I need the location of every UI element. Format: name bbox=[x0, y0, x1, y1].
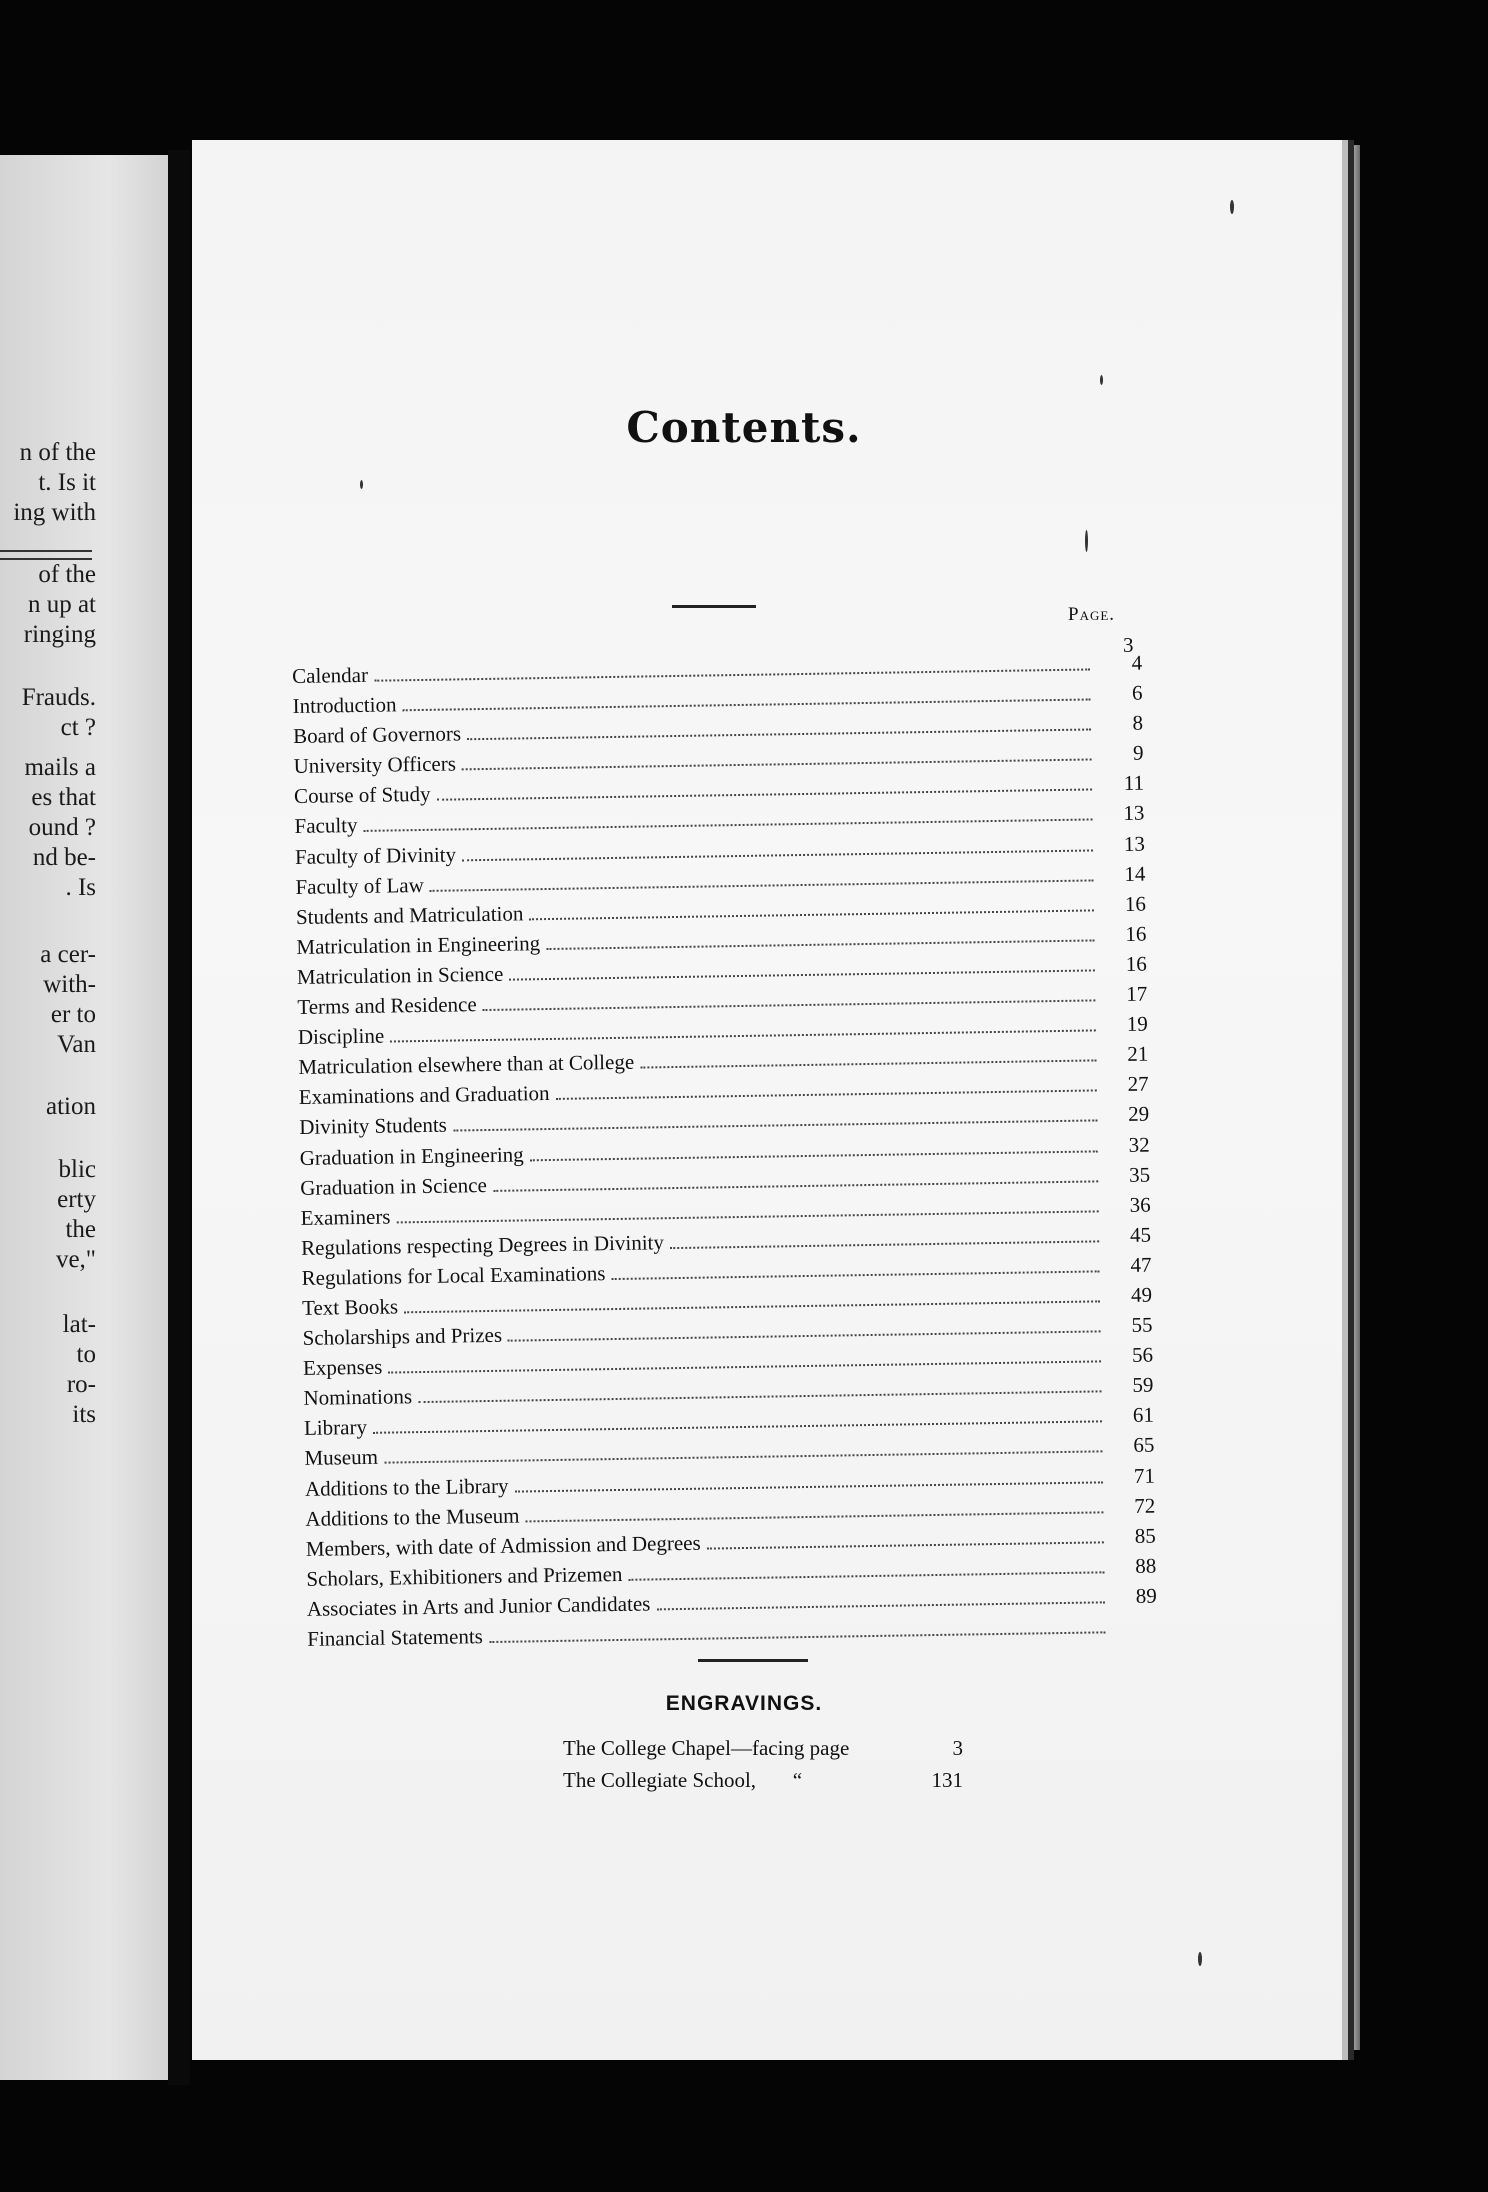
leader-dots bbox=[530, 1150, 1098, 1161]
leader-dots bbox=[437, 789, 1092, 801]
toc-entry-page: 89 bbox=[1135, 1583, 1157, 1608]
left-page-fragment: ringing bbox=[23, 621, 96, 648]
toc-entry-page: 16 bbox=[1125, 921, 1147, 946]
left-page-fragment: ct ? bbox=[60, 714, 96, 741]
leader-dots bbox=[467, 729, 1091, 741]
toc-entry-page: 13 bbox=[1123, 801, 1145, 826]
left-page-fragment: n of the bbox=[19, 439, 96, 466]
leader-dots bbox=[418, 1391, 1101, 1404]
toc-entry-label: Financial Statements bbox=[307, 1624, 484, 1651]
toc-entry-page: 32 bbox=[1128, 1132, 1150, 1157]
left-page-fragment: the bbox=[65, 1216, 96, 1243]
leader-dots bbox=[453, 1120, 1097, 1132]
toc-entry-label: Regulations for Local Examinations bbox=[301, 1261, 606, 1290]
toc-entry-label: Examiners bbox=[300, 1204, 391, 1230]
toc-entry-label: Expenses bbox=[302, 1354, 383, 1381]
toc-entry-label: Graduation in Science bbox=[300, 1172, 487, 1200]
toc-entry-label: Faculty of Law bbox=[295, 872, 424, 899]
toc-entry-label: Board of Governors bbox=[292, 721, 462, 749]
toc-first-page-number: 3 bbox=[1123, 633, 1134, 657]
toc-entry-page: 47 bbox=[1130, 1252, 1152, 1277]
toc-entry-label: Additions to the Library bbox=[304, 1473, 509, 1501]
leader-dots bbox=[556, 1090, 1097, 1101]
engraving-entry bbox=[563, 1768, 963, 1800]
left-page-fragment: t. Is it bbox=[38, 469, 96, 496]
toc-entry-label: Graduation in Engineering bbox=[299, 1141, 524, 1170]
toc-entry-page: 11 bbox=[1123, 771, 1145, 796]
toc-entry-page: 56 bbox=[1131, 1342, 1154, 1368]
left-page-fragment: ing with bbox=[13, 499, 96, 526]
left-page-fragment: to bbox=[76, 1341, 96, 1368]
left-page-fragment: its bbox=[72, 1401, 96, 1428]
toc-entry-label: Matriculation in Engineering bbox=[296, 930, 541, 959]
paper-speck bbox=[1100, 375, 1103, 385]
leader-dots bbox=[515, 1481, 1103, 1492]
leader-dots bbox=[403, 699, 1091, 712]
toc-entry-page: 61 bbox=[1132, 1402, 1155, 1428]
leader-dots bbox=[404, 1300, 1100, 1313]
toc-entry-label: Matriculation elsewhere than at College bbox=[298, 1049, 635, 1080]
title-rule bbox=[672, 605, 756, 608]
left-page-fragment: erty bbox=[57, 1186, 96, 1213]
left-page-fragment: er to bbox=[50, 1001, 96, 1028]
toc-entry-page: 45 bbox=[1129, 1222, 1152, 1247]
left-page-fragment: ro- bbox=[66, 1371, 96, 1398]
leader-dots bbox=[526, 1511, 1104, 1522]
toc-entry-page: 27 bbox=[1127, 1071, 1149, 1097]
engraving-label: The Collegiate School, “ bbox=[563, 1768, 803, 1792]
toc-entry-label: Faculty of Divinity bbox=[294, 842, 457, 869]
leader-dots bbox=[483, 999, 1096, 1011]
toc-entry-label: Museum bbox=[304, 1445, 379, 1471]
leader-dots bbox=[656, 1601, 1104, 1610]
toc-entry-page: 29 bbox=[1127, 1101, 1150, 1127]
toc-entry-label: University Officers bbox=[293, 751, 457, 779]
toc-entry-label: Students and Matriculation bbox=[295, 901, 524, 929]
left-page-rule bbox=[0, 550, 92, 560]
leader-dots bbox=[546, 939, 1094, 950]
leader-dots bbox=[612, 1270, 1100, 1280]
toc-entry-page: 6 bbox=[1131, 680, 1143, 705]
leader-dots bbox=[629, 1571, 1105, 1580]
page-column-heading: Page. bbox=[1068, 604, 1116, 625]
section-rule bbox=[698, 1659, 808, 1662]
toc-entry-label: Regulations respecting Degrees in Divinity bbox=[300, 1230, 665, 1260]
toc-entry-page: 16 bbox=[1124, 891, 1147, 916]
contents-list bbox=[292, 651, 1157, 1657]
paper-speck bbox=[1085, 530, 1088, 552]
toc-entry-page: 8 bbox=[1132, 710, 1144, 735]
leader-dots bbox=[508, 1330, 1100, 1341]
leader-dots bbox=[462, 849, 1093, 861]
paper-speck bbox=[360, 480, 363, 489]
toc-entry-page: 35 bbox=[1128, 1162, 1151, 1187]
leader-dots bbox=[509, 969, 1095, 980]
left-page-fragment: n up at bbox=[27, 591, 96, 618]
left-page-fragment: a cer- bbox=[40, 941, 96, 968]
leader-dots bbox=[388, 1361, 1101, 1374]
toc-entry-page: 36 bbox=[1129, 1192, 1151, 1217]
toc-entry-page: 21 bbox=[1127, 1041, 1149, 1067]
toc-entry-label: Discipline bbox=[297, 1023, 385, 1050]
engraving-entry bbox=[563, 1736, 963, 1768]
toc-entry-page: 14 bbox=[1124, 861, 1146, 886]
toc-entry-label: Matriculation in Science bbox=[296, 961, 504, 989]
toc-entry-page: 16 bbox=[1125, 951, 1147, 976]
toc-entry-page: 49 bbox=[1130, 1282, 1153, 1307]
leader-dots bbox=[364, 819, 1093, 832]
left-page-fragment: of the bbox=[38, 561, 96, 588]
leader-dots bbox=[384, 1451, 1102, 1464]
toc-entry-page: 55 bbox=[1131, 1312, 1153, 1337]
left-page-fragment: nd be- bbox=[32, 844, 96, 871]
left-page-fragment: es that bbox=[31, 784, 96, 811]
toc-entry-page: 9 bbox=[1132, 740, 1144, 766]
toc-entry-label: Scholars, Exhibitioners and Prizemen bbox=[306, 1561, 623, 1591]
paper-speck bbox=[1230, 200, 1234, 214]
toc-entry-page: 88 bbox=[1135, 1553, 1157, 1578]
leader-dots bbox=[462, 759, 1092, 771]
toc-entry-page: 13 bbox=[1123, 831, 1146, 856]
toc-entry-label: Scholarships and Prizes bbox=[302, 1322, 503, 1350]
left-page-fragment: blic bbox=[58, 1156, 96, 1183]
toc-entry-label: Faculty bbox=[294, 813, 358, 839]
leader-dots bbox=[493, 1180, 1098, 1192]
left-page-fragment: Frauds. bbox=[21, 684, 96, 711]
toc-entry-label: Calendar bbox=[292, 662, 369, 688]
toc-entry-page: 4 bbox=[1131, 650, 1143, 675]
toc-entry-page bbox=[1117, 1633, 1157, 1634]
toc-entry-label: Terms and Residence bbox=[297, 992, 477, 1019]
engraving-page: 131 bbox=[931, 1768, 963, 1792]
left-page-fragment: ve," bbox=[55, 1246, 96, 1273]
toc-entry-page: 17 bbox=[1126, 981, 1148, 1006]
toc-entry-label: Library bbox=[303, 1415, 368, 1441]
page-title: Contents. bbox=[626, 403, 862, 452]
toc-entry-label: Introduction bbox=[292, 692, 397, 719]
leader-dots bbox=[430, 879, 1094, 891]
engravings-list bbox=[563, 1736, 963, 1800]
toc-entry-label: Members, with date of Admission and Degrees bbox=[305, 1530, 701, 1561]
leader-dots bbox=[640, 1060, 1096, 1069]
toc-entry-label: Course of Study bbox=[293, 782, 431, 809]
engraving-label: The College Chapel—facing page bbox=[563, 1736, 850, 1760]
toc-entry-page: 71 bbox=[1133, 1463, 1156, 1488]
toc-entry-page: 85 bbox=[1134, 1523, 1156, 1548]
leader-dots bbox=[397, 1210, 1099, 1223]
left-page-fragment: ation bbox=[46, 1093, 96, 1120]
leader-dots bbox=[390, 1030, 1096, 1043]
toc-entry-label: Divinity Students bbox=[299, 1113, 448, 1140]
leader-dots bbox=[707, 1541, 1104, 1549]
left-page-fragment: Van bbox=[57, 1031, 96, 1058]
left-page-fragment: lat- bbox=[62, 1311, 96, 1338]
leader-dots bbox=[489, 1631, 1105, 1643]
toc-entry-page: 72 bbox=[1134, 1493, 1156, 1518]
engravings-heading: ENGRAVINGS. bbox=[665, 1692, 823, 1715]
toc-entry-label: Nominations bbox=[303, 1384, 413, 1411]
leader-dots bbox=[529, 909, 1093, 920]
leader-dots bbox=[373, 1421, 1102, 1434]
left-page-fragment: ound ? bbox=[28, 814, 96, 841]
toc-entry-label: Associates in Arts and Junior Candidates bbox=[306, 1591, 651, 1621]
toc-entry-label: Additions to the Museum bbox=[305, 1503, 520, 1531]
leader-dots bbox=[670, 1240, 1099, 1249]
leader-dots bbox=[374, 668, 1090, 681]
left-page-fragment: with- bbox=[43, 971, 96, 998]
toc-entry-page: 19 bbox=[1126, 1011, 1148, 1037]
left-page-fragment: mails a bbox=[24, 754, 96, 781]
paper-speck bbox=[1198, 1952, 1202, 1966]
toc-entry-page: 65 bbox=[1133, 1432, 1155, 1458]
engraving-page: 3 bbox=[952, 1736, 963, 1760]
toc-entry-label: Text Books bbox=[301, 1294, 399, 1320]
toc-entry-page: 59 bbox=[1132, 1372, 1154, 1398]
left-page-fragment: . Is bbox=[65, 874, 96, 901]
toc-entry-label: Examinations and Graduation bbox=[298, 1081, 550, 1110]
